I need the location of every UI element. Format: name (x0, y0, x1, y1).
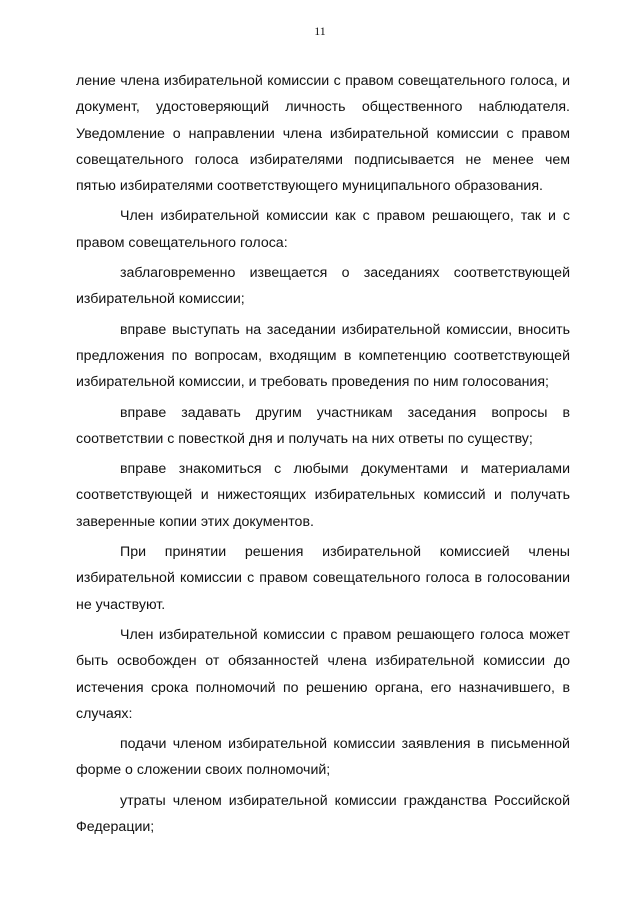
paragraph-right-ask: вправе задавать другим участникам заседания вопросы в соответствии с повесткой дня и получать на них ответы по существу; (76, 404, 570, 447)
paragraph-dismissal: Член избирательной комиссии с правом решающего голоса может быть освобожден от обязанностей члена избирательной комиссии до истечения срока полномочий по решению органа, его назначившего, в случаях: (76, 626, 570, 722)
paragraph-case-citizenship: утраты членом избирательной комиссии гражданства Российской Федерации; (76, 792, 570, 836)
paragraph-member-rights-intro: Член избирательной комиссии как с правом решающего, так и с правом совещательного голоса: (76, 208, 570, 251)
paragraph-right-notified: заблаговременно извещается о заседаниях соответствующей избирательной комиссии; (76, 265, 570, 308)
paragraph-right-documents: вправе знакомиться с любыми документами и материалами соответствующей и нижестоящих избирательных комиссий и получать заверенные копии этих документов. (76, 461, 570, 530)
paragraph-continuation: ление члена избирательной комиссии с правом совещательного голоса, и документ, удостоверяющий личность общественного наблюдателя. Уведомление о направлении члена избирательной комиссии с правом совещательного голоса избирателями подписывается не менее чем пятью избирателями соответствующего муниципального образования. (76, 73, 570, 195)
paragraph-case-resignation: подачи членом избирательной комиссии заявления в письменной форме о сложении своих полномочий; (76, 736, 570, 779)
paragraph-right-speak: вправе выступать на заседании избирательной комиссии, вносить предложения по вопросам, входящим в компетенцию соответствующей избирательной комиссии, и требовать проведения по ним голосования; (76, 321, 570, 391)
paragraph-voting: При принятии решения избирательной комиссией члены избирательной комиссии с правом совещательного голоса в голосовании не участвуют. (76, 544, 570, 613)
document-body (76, 68, 570, 840)
page-number: 11 (314, 24, 326, 38)
